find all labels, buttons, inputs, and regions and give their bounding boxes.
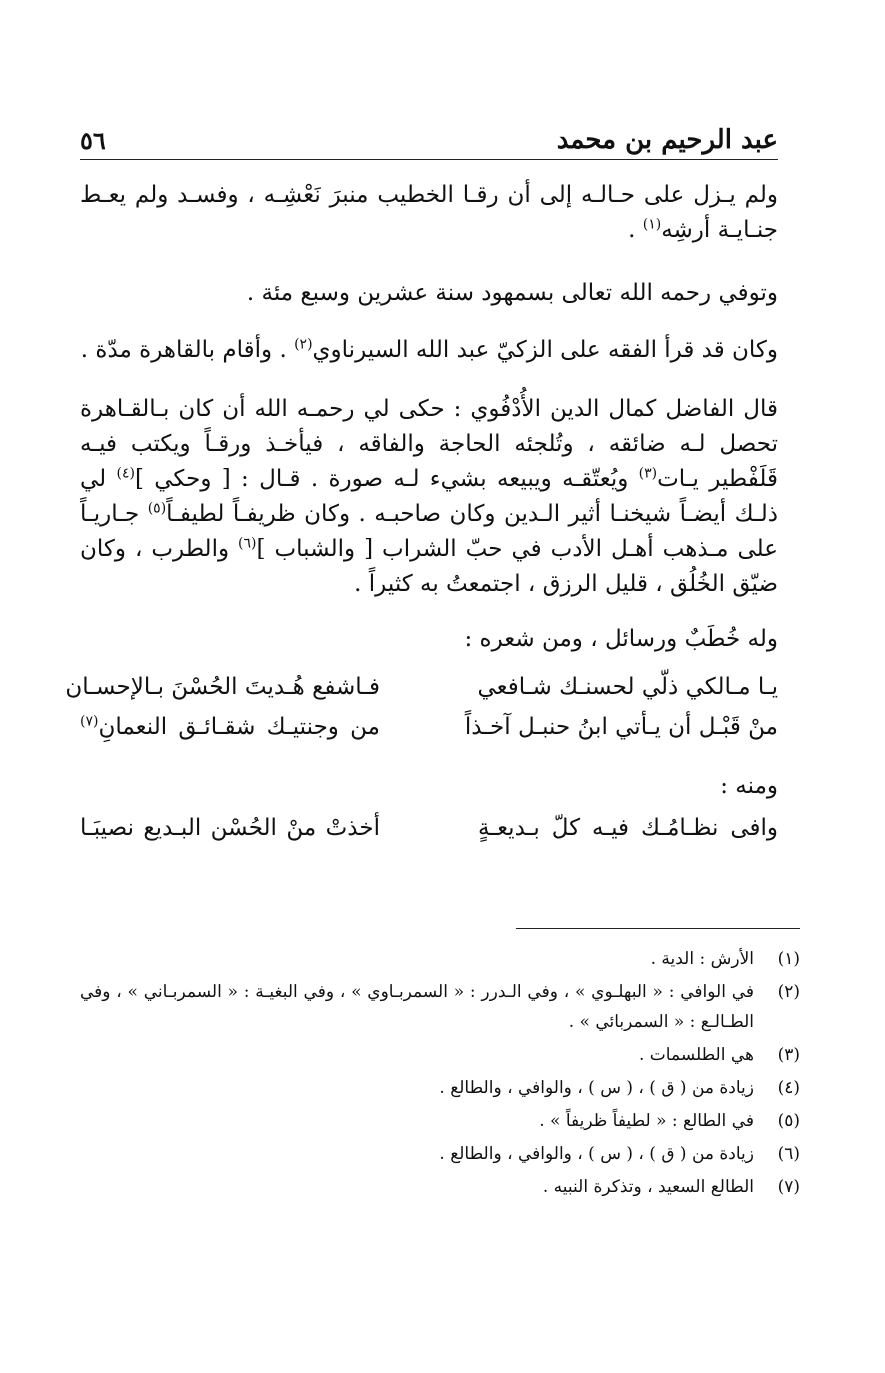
poem-1 — [65, 667, 778, 747]
verse-2-second-hemistich — [80, 710, 380, 745]
footnote-ref-1: (١) — [642, 216, 662, 233]
footnote-list — [80, 944, 800, 1202]
footnote-item — [80, 944, 800, 974]
footnote-ref-6: (٦) — [238, 535, 257, 552]
verse-3-first-hemistich: وافى نظـامُـك فيـه كلّ بـديعـةٍ — [478, 814, 778, 841]
footnote-text: في الطالع : « لطيفاً ظريفاً » . — [539, 1111, 754, 1131]
paragraph-4-seg-3: لي ذلـك أيضـاً شيخنـا أثير الـدين وكان صاحبـه . وكان ظريفـاً لطيفـاً — [80, 466, 779, 527]
verse-2-second-text: من وجنتيـك شقـائـق النعمانِ — [98, 713, 380, 740]
paragraph-2 — [80, 276, 778, 311]
page-number: ٥٦ — [80, 126, 106, 155]
verse-2-first-hemistich: منْ قَبْـل أن يـأتي ابنُ حنبـل آخـذاً — [464, 713, 778, 740]
paragraph-1-tail: . — [628, 217, 643, 243]
footnote-item — [80, 1106, 800, 1136]
footnote-text: في الوافي : « البهلـوي » ، وفي الـدرر : « السمربـاوي » ، وفي البغيـة : « السمربـاني » ، وفي الطـالـع : « السمربائي » . — [80, 982, 754, 1032]
footnote-number: (٧) — [777, 1177, 800, 1197]
verse-1-first-hemistich: يـا مـالكي ذلّي لحسنـك شـافعي — [477, 673, 778, 700]
footnote-number: (٥) — [777, 1111, 800, 1131]
verse-3-second-text: أخذتْ منْ الحُسْن البـديع نصيبَـا — [80, 814, 380, 841]
page-header — [80, 118, 778, 160]
footnote-text: الطالع السعيد ، وتذكرة النبيه . — [542, 1177, 754, 1197]
footnote-ref-4: (٤) — [116, 465, 135, 482]
paragraph-3-tail: . وأقام بالقاهرة مدّة . — [80, 337, 295, 363]
footnote-number: (٢) — [777, 982, 800, 1002]
footnote-text: الأرش : الدية . — [650, 949, 754, 969]
footnote-text: هي الطلسمات . — [639, 1045, 754, 1065]
paragraph-2-text: وتوفي رحمه الله تعالى بسمهود سنة عشرين وسبع مئة . — [246, 280, 778, 306]
footnote-ref-2: (٢) — [294, 336, 313, 353]
poem-intro-2: ومنه : — [720, 773, 778, 799]
verse-1-second-text: فـاشفع هُـديتَ الحُسْنَ بـالإحسـان — [65, 673, 380, 700]
footnote-item — [80, 1139, 800, 1169]
paragraph-3-text: وكان قد قرأ الفقه على الزكيّ عبد الله السيرناوي — [312, 337, 778, 363]
footnote-item — [80, 1073, 800, 1103]
footnote-number: (١) — [777, 949, 800, 969]
footnote-ref-7: (٧) — [80, 712, 99, 729]
footnote-item — [80, 1172, 800, 1202]
footnotes — [80, 930, 800, 1219]
verse-2 — [80, 707, 778, 747]
paragraph-4-seg-5: والطرب ، وكان ضيّق الخُلُق ، قليل الرزق ، اجتمعتُ به كثيراً . — [80, 536, 778, 597]
paragraph-4-seg-1: قال الفاضل كمال الدين الأُدْفُوي : حكى لي رحمـه الله أن كان بـالقـاهرة تحصل لـه ضائقه ، وتُلجئه الحاجة والفاقه ، فيأخـذ ورقـاً ويكتب فيـه قَلَفْطير يـات — [80, 396, 778, 492]
paragraph-4 — [80, 392, 778, 602]
footnote-ref-3: (٣) — [638, 465, 658, 482]
verse-1 — [65, 667, 778, 707]
verse-3 — [80, 808, 778, 848]
paragraph-1 — [80, 178, 778, 248]
paragraph-4-seg-4: جـاريـاً على مـذهب أهـل الأدب في حبّ الشراب [ والشباب ] — [80, 501, 778, 562]
poem-intro: وله خُطَبٌ ورسائل ، ومن شعره : — [464, 626, 778, 652]
paragraph-1-text: ولم يـزل على حـالـه إلى أن رقـا الخطيب منبرَ نَعْشِـه ، وفسـد ولم يعـط جنـايـة أرشِه — [80, 182, 778, 243]
footnote-number: (٤) — [777, 1078, 800, 1098]
paragraph-4-seg-2: ويُعتّقـه ويبيعه بشيء لـه صورة . قـال : [ وحكي ] — [134, 466, 639, 492]
running-title: عبد الرحيم بن محمد — [556, 125, 778, 155]
verse-3-second-hemistich — [80, 811, 380, 846]
footnote-text: زيادة من ( ق ) ، ( س ) ، والوافي ، والطالع . — [439, 1144, 754, 1164]
paragraph-3 — [80, 333, 778, 368]
footnote-ref-5: (٥) — [147, 500, 167, 517]
footnote-text: زيادة من ( ق ) ، ( س ) ، والوافي ، والطالع . — [439, 1078, 754, 1098]
footnote-number: (٣) — [777, 1045, 800, 1065]
verse-1-second-hemistich — [65, 670, 380, 705]
footnote-number: (٦) — [777, 1144, 800, 1164]
footnote-divider — [516, 928, 800, 929]
footnote-item — [80, 977, 800, 1037]
footnote-item — [80, 1040, 800, 1070]
poem-2 — [80, 808, 778, 848]
main-text — [65, 178, 779, 848]
